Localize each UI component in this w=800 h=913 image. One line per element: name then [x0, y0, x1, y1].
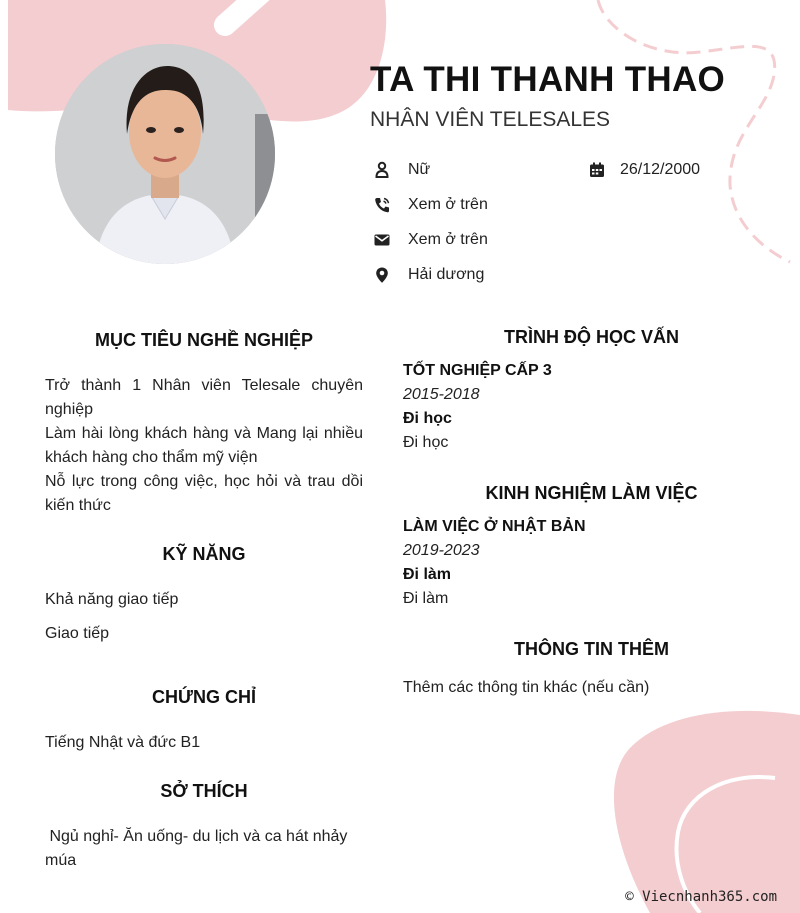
person-icon	[373, 161, 391, 179]
skill-item: Khả năng giao tiếp	[45, 591, 179, 608]
objective-line: Làm hài lòng khách hàng và Mang lại nhiều khách hàng cho thẩm mỹ viện	[45, 425, 363, 466]
email-value: Xem ở trên	[408, 231, 488, 248]
skill-item: Giao tiếp	[45, 625, 110, 642]
portrait-photo-icon	[55, 44, 275, 264]
calendar-icon	[588, 161, 606, 179]
education-school: TỐT NGHIỆP CẤP 3	[403, 362, 552, 379]
certificates-title: CHỨNG CHỈ	[152, 687, 256, 707]
job-title: NHÂN VIÊN TELESALES	[370, 108, 611, 131]
info-address	[373, 266, 484, 284]
skills-title: KỸ NĂNG	[162, 544, 246, 564]
info-email	[373, 231, 488, 249]
experience-description: Đi làm	[403, 590, 449, 607]
additional-info-text: Thêm các thông tin khác (nếu cần)	[403, 679, 650, 696]
additional-info-title: THÔNG TIN THÊM	[514, 639, 669, 659]
education-major: Đi học	[403, 410, 452, 427]
phone-value: Xem ở trên	[408, 196, 488, 213]
candidate-name: TA THI THANH THAO	[370, 60, 726, 99]
education-title: TRÌNH ĐỘ HỌC VẤN	[504, 327, 679, 347]
info-phone	[373, 196, 488, 214]
objective-line: Trở thành 1 Nhân viên Telesale chuyên nghiệp	[45, 377, 363, 418]
info-birthdate	[588, 161, 700, 179]
education-description: Đi học	[403, 434, 449, 451]
birthdate-value: 26/12/2000	[620, 161, 701, 178]
hobbies-text: Ngủ nghỉ- Ăn uống- du lịch và ca hát nhảy múa	[45, 828, 352, 869]
gender-value: Nữ	[408, 161, 431, 178]
experience-period: 2019-2023	[403, 542, 480, 559]
address-value: Hải dương	[408, 266, 485, 283]
education-period: 2015-2018	[403, 386, 480, 403]
experience-position: Đi làm	[403, 566, 452, 583]
objective-text	[45, 374, 363, 518]
certificate-item: Tiếng Nhật và đức B1	[45, 734, 201, 751]
phone-icon	[373, 196, 391, 214]
objective-line: Nỗ lực trong công việc, học hỏi và trau dồi kiến thức	[45, 473, 363, 514]
mail-icon	[373, 231, 391, 249]
hobbies-title: SỞ THÍCH	[160, 781, 248, 801]
profile-photo	[55, 44, 275, 264]
objective-title: MỤC TIÊU NGHỀ NGHIỆP	[94, 330, 313, 350]
experience-company: LÀM VIỆC Ở NHẬT BẢN	[403, 518, 586, 535]
location-pin-icon	[373, 266, 391, 284]
info-gender	[373, 161, 430, 179]
experience-title: KINH NGHIỆM LÀM VIỆC	[485, 483, 698, 503]
footer-copyright[interactable]: © Viecnhanh365.com	[625, 889, 777, 905]
